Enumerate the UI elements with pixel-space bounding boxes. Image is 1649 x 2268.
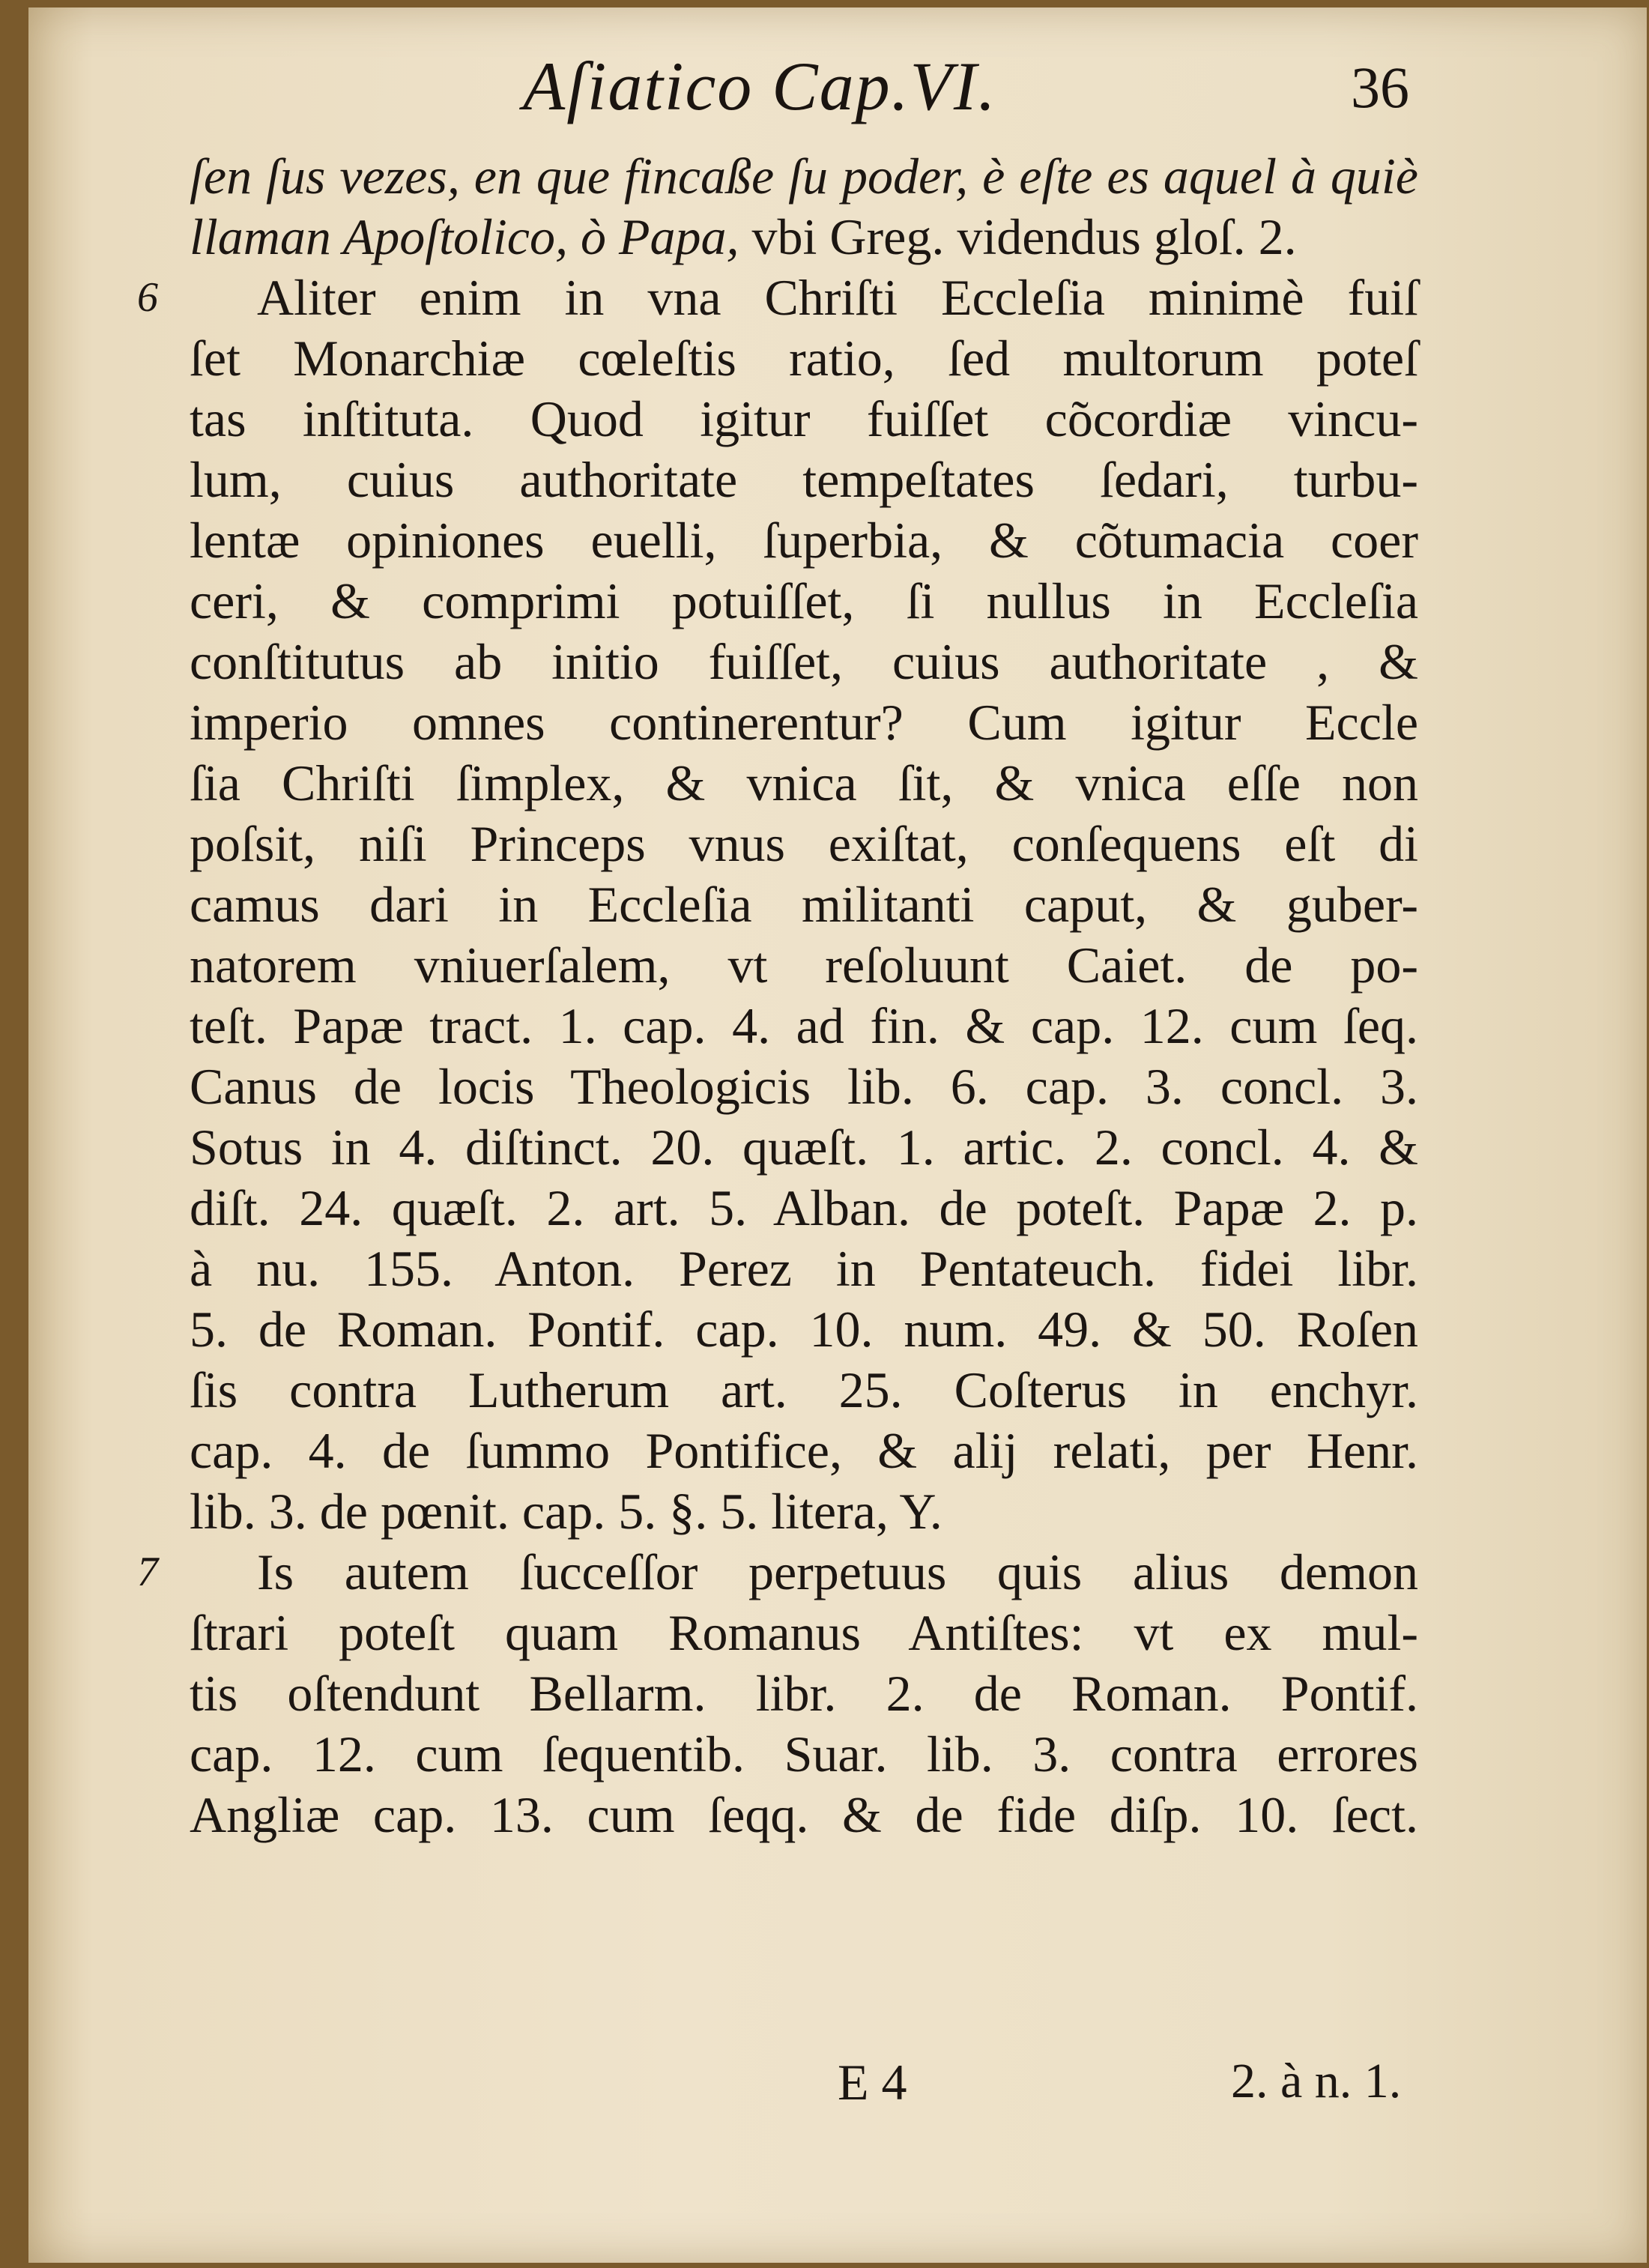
text-line bbox=[190, 1360, 1418, 1421]
line-text: poſsit, niſi Princeps vnus exiſtat, conſequens eſt di bbox=[190, 815, 1418, 872]
page-footer bbox=[28, 2045, 1647, 2120]
line-text: ſen ſus vezes, en que fincaße ſu poder, è eſte es aquel à quiè bbox=[190, 148, 1418, 205]
roman-span: vbi Greg. videndus gloſ. 2. bbox=[739, 208, 1297, 265]
text-line bbox=[190, 996, 1418, 1056]
text-line bbox=[190, 1178, 1418, 1239]
text-line bbox=[190, 1421, 1418, 1481]
text-line bbox=[190, 1239, 1418, 1299]
line-text: diſt. 24. quæſt. 2. art. 5. Alban. de poteſt. Papæ 2. p. bbox=[190, 1179, 1418, 1236]
text-line bbox=[190, 1603, 1418, 1663]
text-line bbox=[190, 814, 1418, 874]
marginal-number: 7 bbox=[137, 1549, 158, 1595]
signature-mark: E 4 bbox=[838, 2054, 907, 2111]
line-text: lentæ opiniones euelli, ſuperbia, & cõtumacia coer bbox=[190, 512, 1418, 569]
line-text: Is autem ſucceſſor perpetuus quis alius demon bbox=[257, 1543, 1418, 1600]
text-line bbox=[190, 328, 1418, 389]
marginal-number: 6 bbox=[137, 274, 158, 321]
text-line bbox=[190, 632, 1418, 692]
line-text: lib. 3. de pœnit. cap. 5. §. 5. litera, Y. bbox=[190, 1483, 942, 1540]
italic-span: llaman Apoſtolico, ò Papa, bbox=[190, 208, 739, 265]
line-text: imperio omnes continerentur? Cum igitur Eccle bbox=[190, 694, 1418, 751]
text-line bbox=[190, 450, 1418, 510]
text-line bbox=[137, 1542, 1418, 1603]
line-text: camus dari in Eccleſia militanti caput, & guber- bbox=[190, 876, 1418, 933]
line-text: 5. de Roman. Pontif. cap. 10. num. 49. & 50. Roſen bbox=[190, 1301, 1418, 1358]
text-line bbox=[190, 510, 1418, 571]
text-line bbox=[190, 692, 1418, 753]
text-line bbox=[190, 935, 1418, 996]
line-text: ſis contra Lutherum art. 25. Coſterus in enchyr. bbox=[190, 1361, 1418, 1418]
text-line bbox=[190, 1299, 1418, 1360]
line-text: conſtitutus ab initio fuiſſet, cuius authoritate , & bbox=[190, 633, 1418, 690]
line-text: tis oſtendunt Bellarm. libr. 2. de Roman. Pontif. bbox=[190, 1665, 1418, 1722]
line-text: Aliter enim in vna Chriſti Eccleſia minimè fuiſ bbox=[257, 269, 1418, 326]
line-text: ſet Monarchiæ cœleſtis ratio, ſed multorum poteſ bbox=[190, 330, 1418, 387]
catchword: 2. à n. 1. bbox=[1231, 2054, 1402, 2108]
line-text: cap. 12. cum ſequentib. Suar. lib. 3. contra errores bbox=[190, 1726, 1418, 1782]
text-line bbox=[190, 571, 1418, 632]
line-text: cap. 4. de ſummo Pontifice, & alij relati, per Henr. bbox=[190, 1422, 1418, 1479]
text-line bbox=[190, 1481, 1418, 1542]
text-line bbox=[190, 1785, 1418, 1845]
line-text: ſia Chriſti ſimplex, & vnica ſit, & vnica eſſe non bbox=[190, 755, 1418, 811]
text-line bbox=[190, 1663, 1418, 1724]
text-line bbox=[190, 1724, 1418, 1785]
page-number: 36 bbox=[1351, 55, 1409, 120]
text-line bbox=[190, 1117, 1418, 1178]
text-line bbox=[190, 389, 1418, 450]
line-text: lum, cuius authoritate tempeſtates ſedari, turbu- bbox=[190, 451, 1418, 508]
line-text: Canus de locis Theologicis lib. 6. cap. 3. concl. 3. bbox=[190, 1058, 1418, 1115]
text-line bbox=[190, 753, 1418, 814]
line-text: natorem vniuerſalem, vt reſoluunt Caiet. de po- bbox=[190, 937, 1418, 994]
book-page bbox=[28, 7, 1647, 2263]
page-header bbox=[28, 37, 1647, 124]
body-text bbox=[137, 146, 1418, 1845]
line-text: ceri, & comprimi potuiſſet, ſi nullus in Eccleſia bbox=[190, 572, 1418, 629]
text-line bbox=[190, 874, 1418, 935]
text-line bbox=[190, 146, 1418, 207]
text-line bbox=[190, 207, 1418, 267]
line-text: Sotus in 4. diſtinct. 20. quæſt. 1. artic. 2. concl. 4. & bbox=[190, 1119, 1418, 1176]
line-text: ſtrari poteſt quam Romanus Antiſtes: vt ex mul- bbox=[190, 1604, 1418, 1661]
text-line bbox=[190, 1056, 1418, 1117]
line-text: Angliæ cap. 13. cum ſeqq. & de fide diſp. 10. ſect. bbox=[190, 1786, 1418, 1843]
line-text: tas inſtituta. Quod igitur fuiſſet cõcordiæ vincu- bbox=[190, 390, 1418, 447]
line-text: teſt. Papæ tract. 1. cap. 4. ad fin. & cap. 12. cum ſeq. bbox=[190, 997, 1418, 1054]
running-title: Aſiatico Cap.VI. bbox=[523, 48, 997, 124]
line-text: à nu. 155. Anton. Perez in Pentateuch. fidei libr. bbox=[190, 1240, 1418, 1297]
text-line bbox=[137, 267, 1418, 328]
